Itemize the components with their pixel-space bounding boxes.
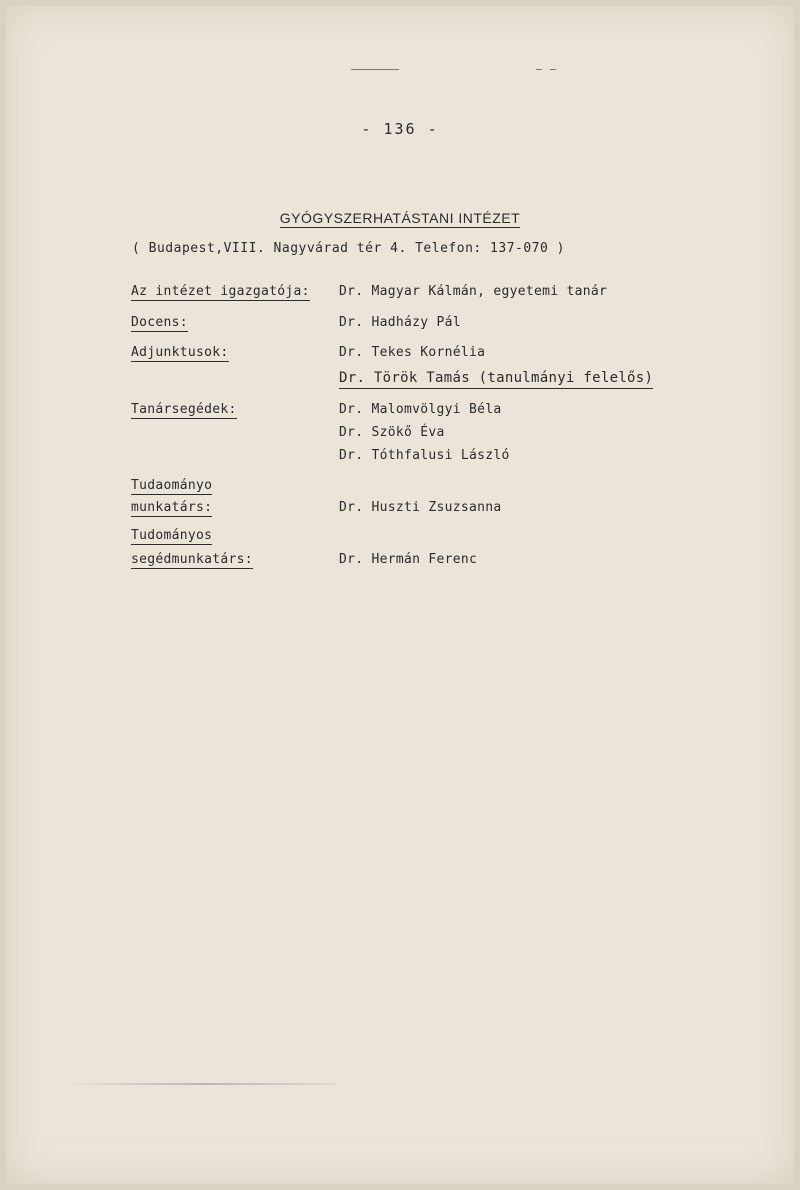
assistant-name: Dr. Tóthfalusi László [339,448,510,463]
docent-label: Docens: [131,315,188,330]
research-fellow-label: munkatárs: [131,500,213,515]
adjunct-name: Dr. Tekes Kornélia [339,345,486,360]
research-assistant-label: segédmunkatárs: [131,552,253,567]
research-assistant-name: Dr. Hermán Ferenc [339,552,478,567]
scan-mark [351,69,399,70]
page-number: - 136 - [361,120,439,138]
docent-name: Dr. Hadházy Pál [339,315,461,330]
research-fellow-name: Dr. Huszti Zsuzsanna [339,500,502,515]
assistants-label: Tanársegédek: [131,402,237,417]
document-page [6,6,794,1184]
scan-artifact-line [76,1083,336,1085]
research-fellow-label: Tudaományo [131,478,213,493]
institute-title-text: GYÓGYSZERHATÁSTANI INTÉZET [279,210,521,226]
director-name: Dr. Magyar Kálmán, egyetemi tanár [339,284,608,299]
scan-mark [550,69,556,70]
institute-address: ( Budapest,VIII. Nagyvárad tér 4. Telefon: 137-070 ) [132,241,565,256]
director-label: Az intézet igazgatója: [131,284,310,299]
assistant-name: Dr. Szökő Éva [339,425,445,440]
adjunct-label: Adjunktusok: [131,345,229,360]
adjunct-name: Dr. Török Tamás (tanulmányi felelős) [339,370,653,386]
research-assistant-label: Tudományos [131,528,213,543]
assistant-name: Dr. Malomvölgyi Béla [339,402,502,417]
institute-title [6,210,794,226]
scan-mark [536,69,542,70]
